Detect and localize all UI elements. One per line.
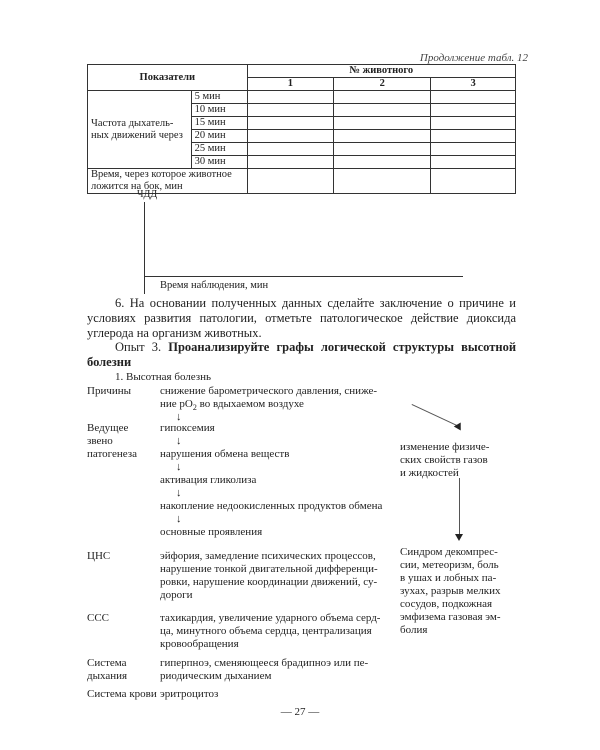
cns-label: ЦНС: [87, 550, 111, 562]
value-cell[interactable]: [247, 104, 334, 117]
value-cell[interactable]: [247, 117, 334, 130]
text-line: риодическим дыханием: [160, 670, 272, 682]
chain-step-1: гипоксемия: [160, 422, 215, 434]
paragraph-task-6: 6. На основании полученных данных сделайте заключение о причине и условиях развития патологии, отметьте патологическое действие диоксида углерода на организм животных.: [87, 296, 516, 340]
text-line: ние pO: [160, 398, 193, 410]
lie-down-time-label: [88, 169, 248, 194]
text-line: изменение физиче-: [400, 441, 490, 453]
interval-cell: 15 мин: [191, 117, 247, 130]
value-cell[interactable]: [431, 143, 516, 156]
text-line: дороги: [160, 589, 193, 601]
page-number: — 27 —: [280, 706, 320, 718]
value-cell[interactable]: [334, 143, 431, 156]
value-cell[interactable]: [431, 104, 516, 117]
label-line: Частота дыхатель-: [91, 117, 174, 129]
table-row: [88, 91, 516, 104]
chain-step-3: активация гликолиза: [160, 474, 257, 486]
down-arrow-icon: ↓: [176, 435, 182, 447]
interval-cell: 10 мин: [191, 104, 247, 117]
paragraph-experiment-3: [87, 340, 516, 370]
experiment-title: Проанализируйте графы логической структуры высотной болезни: [87, 340, 517, 369]
scheme-title: 1. Высотная болезнь: [115, 371, 212, 383]
experiment-prefix: Опыт 3.: [115, 340, 162, 354]
label-line: патогенеза: [87, 448, 138, 460]
header-animal-2: 2: [334, 78, 431, 91]
value-cell[interactable]: [334, 130, 431, 143]
chain-step-5: основные проявления: [160, 526, 263, 538]
interval-cell: 20 мин: [191, 130, 247, 143]
cns-text: [160, 550, 390, 602]
value-cell[interactable]: [247, 169, 334, 194]
value-cell[interactable]: [334, 156, 431, 169]
text-line: ровки, нарушение координации движений, су-: [160, 576, 378, 588]
side-box-decompression: [400, 546, 512, 637]
label-line: ложится на бок, мин: [91, 181, 183, 192]
cvs-text: [160, 612, 390, 651]
blood-text: эритроцитоз: [160, 688, 219, 700]
causes-label: Причины: [87, 385, 132, 397]
label-line: Ведущее: [87, 422, 129, 434]
text-line: в ушах и лобных па-: [400, 572, 497, 584]
value-cell[interactable]: [247, 91, 334, 104]
text-line: сосудов, подкожная: [400, 598, 493, 610]
text-line: зухах, разрыв мелких: [400, 585, 501, 597]
value-cell[interactable]: [431, 156, 516, 169]
label-line: Время, через которое животное: [91, 169, 232, 180]
text-line: нарушение тонкой двигательной дифференци-: [160, 563, 378, 575]
diagonal-arrow-line: [412, 404, 458, 426]
value-cell[interactable]: [247, 143, 334, 156]
respiration-rate-label: [88, 91, 192, 169]
value-cell[interactable]: [431, 169, 516, 194]
chain-step-2: нарушения обмена веществ: [160, 448, 290, 460]
down-arrow-icon: ↓: [176, 513, 182, 525]
text-line: эйфория, замедление психических процессов,: [160, 550, 376, 562]
blood-label: Система крови: [87, 688, 157, 700]
interval-cell: 30 мин: [191, 156, 247, 169]
interval-cell: 5 мин: [191, 91, 247, 104]
header-indicators: Показатели: [88, 65, 248, 91]
header-animal-3: 3: [431, 78, 516, 91]
text-line: сии, метеоризм, боль: [400, 559, 499, 571]
down-arrow-icon: ↓: [176, 411, 182, 423]
text-line: снижение барометрического давления, сниже-: [160, 385, 378, 397]
leading-link-label: [87, 422, 137, 461]
text-line: и жидкостей: [400, 467, 459, 479]
graph-x-axis: [145, 276, 463, 277]
causes-text: [160, 385, 400, 414]
text-line: во вдыхаемом воздухе: [196, 398, 304, 410]
header-animal-1: 1: [247, 78, 334, 91]
graph-y-label: ЧДД: [137, 189, 158, 200]
vertical-arrow-line: [459, 478, 460, 536]
respiratory-label: [87, 657, 127, 683]
text-line: ца, минутного объема сердца, централизация: [160, 625, 372, 637]
interval-cell: 25 мин: [191, 143, 247, 156]
value-cell[interactable]: [334, 169, 431, 194]
label-line: Система: [87, 657, 127, 669]
respiratory-text: [160, 657, 390, 683]
down-arrow-icon: ↓: [176, 461, 182, 473]
text-line: гиперпноэ, сменяющееся брадипноэ или пе-: [160, 657, 369, 669]
header-animal-no: № животного: [247, 65, 515, 78]
text-line: эмфизема газовая эм-: [400, 611, 501, 623]
text-line: ских свойств газов: [400, 454, 488, 466]
arrowhead-icon: [455, 534, 463, 541]
label-line: ных движений через: [91, 129, 183, 141]
text-line: болия: [400, 624, 428, 636]
observation-table: [87, 64, 516, 194]
value-cell[interactable]: [431, 130, 516, 143]
label-line: звено: [87, 435, 113, 447]
value-cell[interactable]: [334, 91, 431, 104]
value-cell[interactable]: [247, 130, 334, 143]
graph-x-label: Время наблюдения, мин: [160, 280, 269, 291]
value-cell[interactable]: [431, 91, 516, 104]
cvs-label: ССС: [87, 612, 110, 624]
side-box-physical-properties: [400, 441, 510, 480]
text-line: тахикардия, увеличение ударного объема серд-: [160, 612, 381, 624]
text-line: Синдром декомпрес-: [400, 546, 498, 558]
subscript: 2: [192, 403, 197, 413]
table-caption: Продолжение табл. 12: [419, 52, 528, 64]
value-cell[interactable]: [334, 117, 431, 130]
value-cell[interactable]: [334, 104, 431, 117]
down-arrow-icon: ↓: [176, 487, 182, 499]
value-cell[interactable]: [247, 156, 334, 169]
text-line: кровообращения: [160, 638, 239, 650]
label-line: дыхания: [87, 670, 128, 682]
value-cell[interactable]: [431, 117, 516, 130]
chain-step-4: накопление недоокисленных продуктов обмена: [160, 500, 383, 512]
graph-y-axis: [144, 202, 145, 294]
